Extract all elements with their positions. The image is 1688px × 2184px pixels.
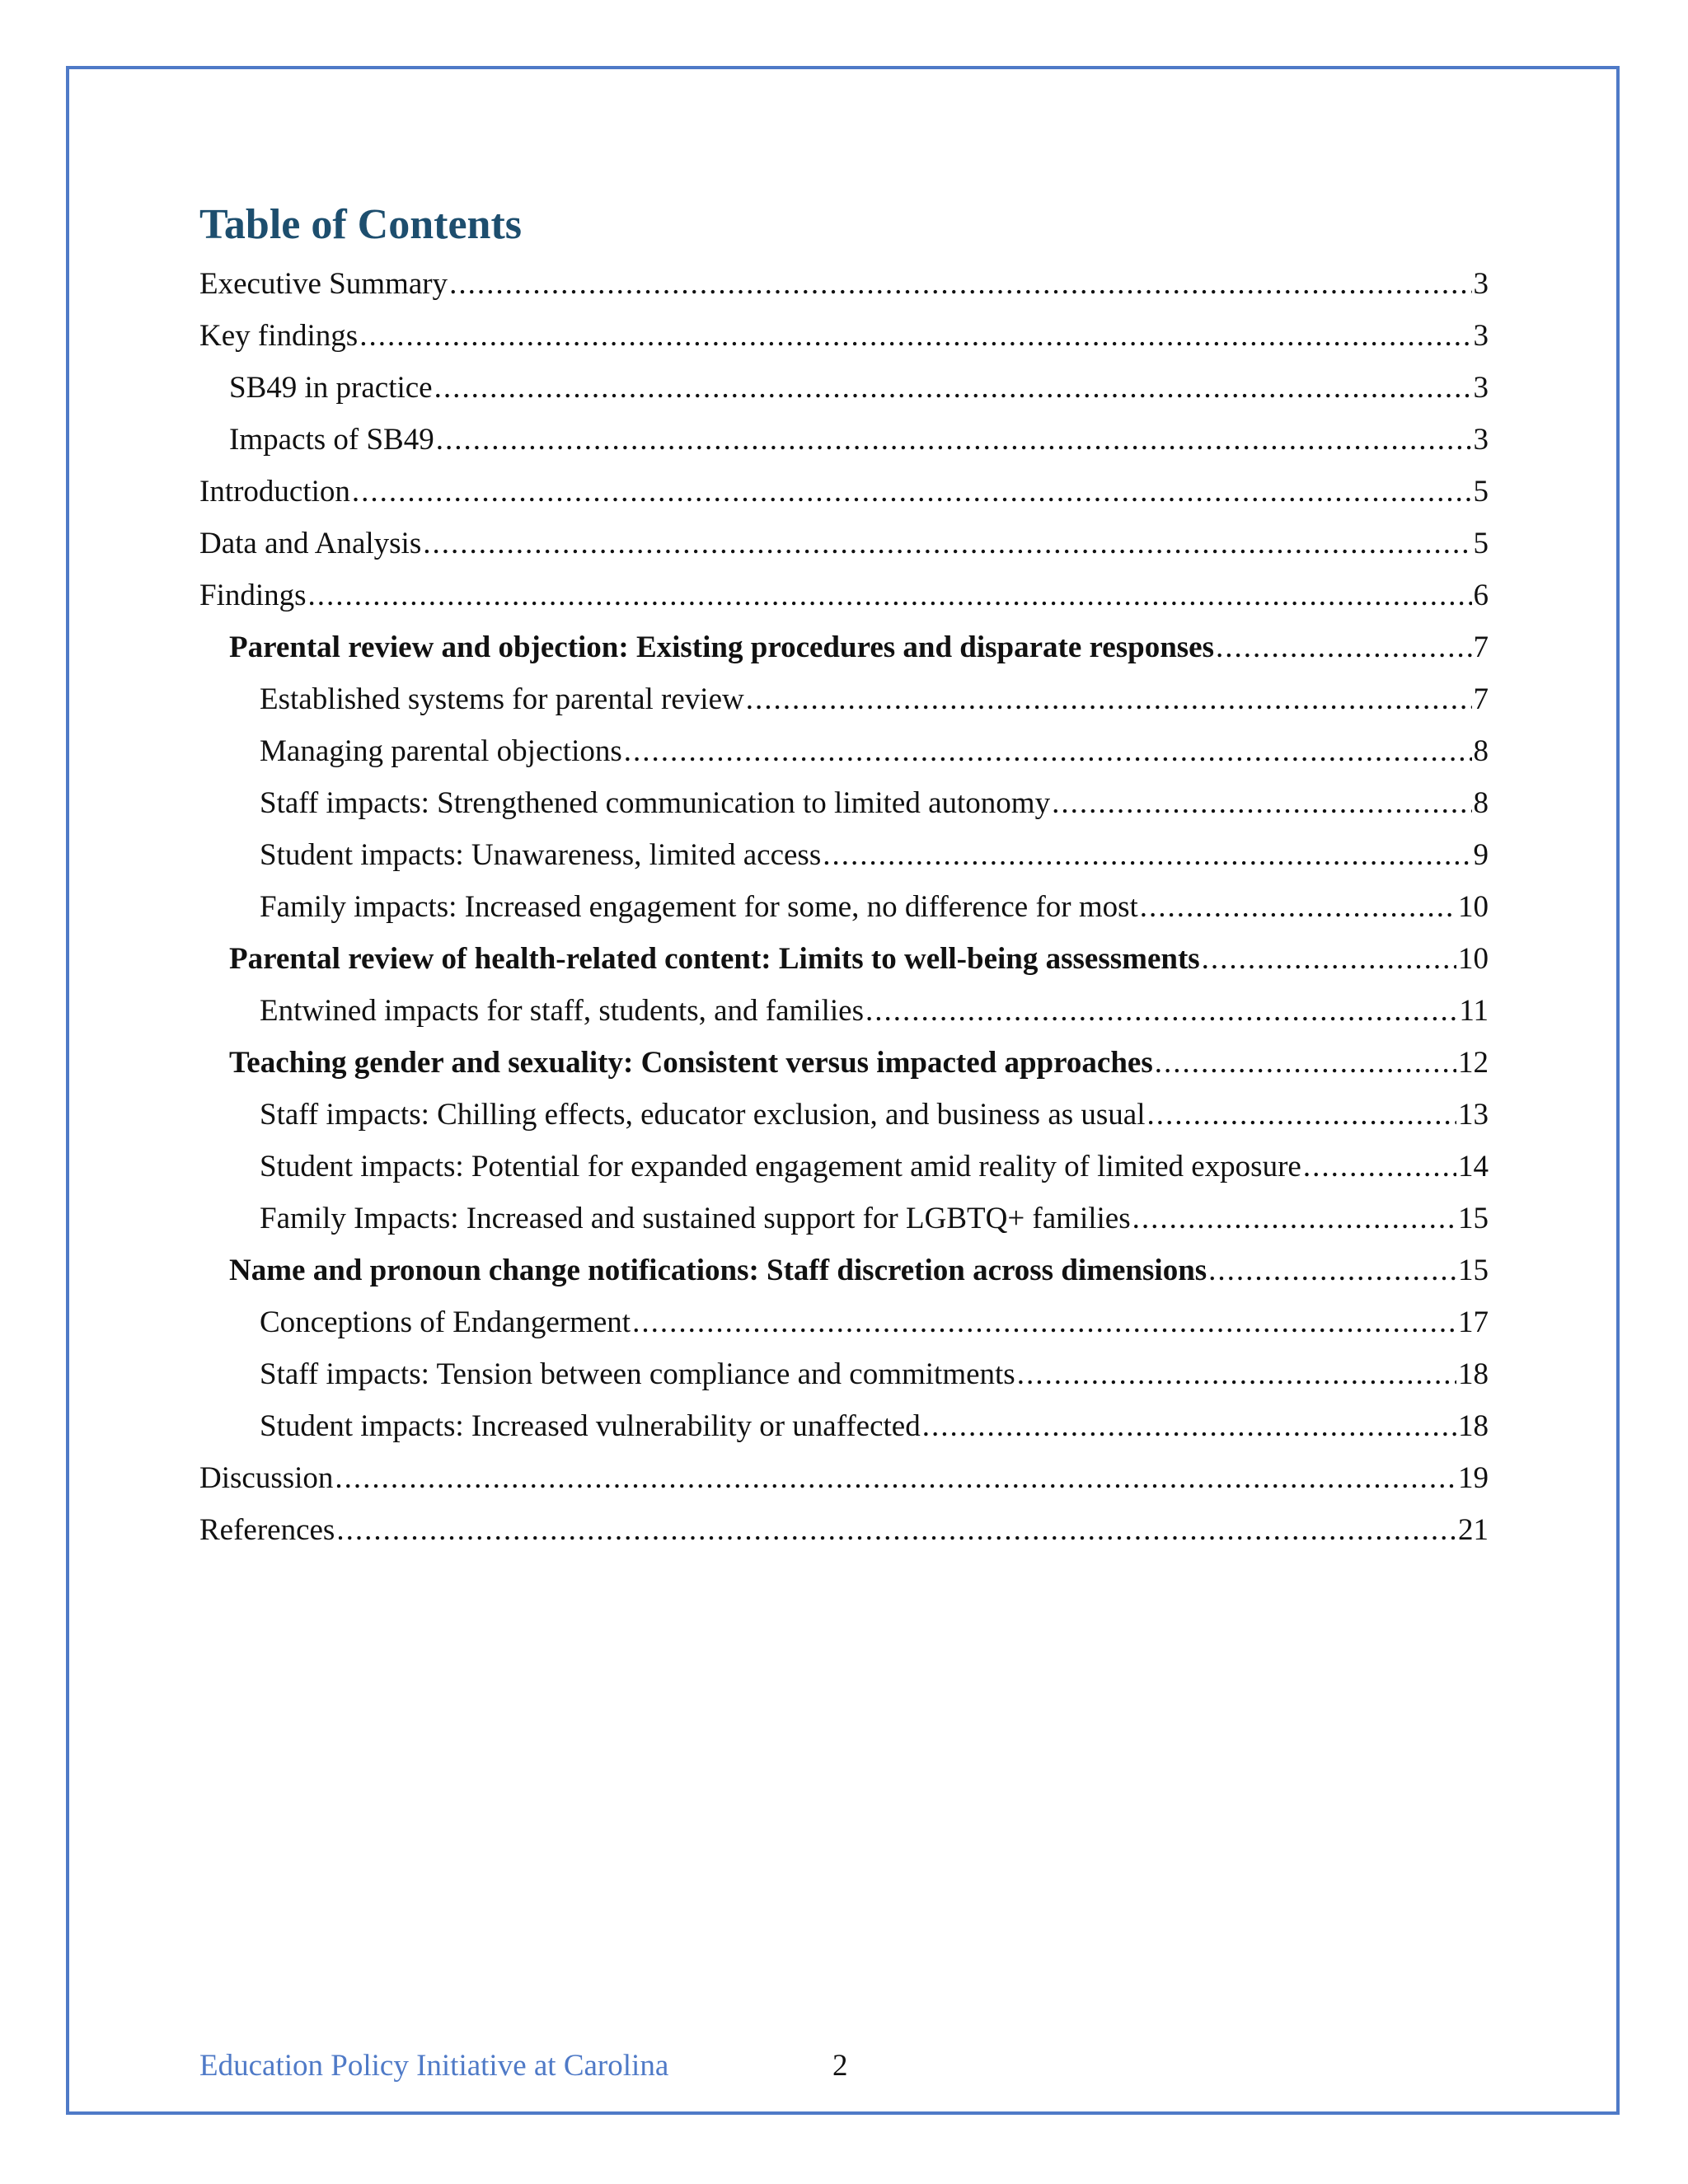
toc-dot-leader [1140,881,1456,933]
toc-entry[interactable] [199,1348,1489,1400]
toc-entry-page-number: 13 [1458,1098,1489,1132]
toc-entry-page-number: 18 [1458,1409,1489,1443]
toc-entry[interactable] [199,1141,1489,1193]
toc-entry-title: Teaching gender and sexuality: Consistent versus impacted approaches [229,1046,1153,1080]
toc-entry-title: Parental review and objection: Existing procedures and disparate responses [229,630,1215,664]
toc-entry-page-number: 12 [1458,1046,1489,1080]
toc-dot-leader [1155,1037,1456,1089]
toc-entry[interactable] [199,569,1489,621]
toc-entry-page-number: 8 [1473,734,1489,768]
toc-entry[interactable] [199,985,1489,1037]
toc-entry[interactable] [199,1296,1489,1348]
toc-entry[interactable] [199,1089,1489,1141]
toc-entry-title: Parental review of health-related content: Limits to well-being assessments [229,942,1200,976]
toc-entry-title: Conceptions of Endangerment [260,1305,631,1339]
toc-entry-page-number: 17 [1458,1305,1489,1339]
toc-entry-page-number: 7 [1473,682,1489,716]
toc-entry-page-number: 15 [1458,1254,1489,1287]
toc-entry-title: Family Impacts: Increased and sustained support for LGBTQ+ families [260,1202,1131,1235]
toc-entry-title: Staff impacts: Strengthened communication to limited autonomy [260,786,1051,820]
toc-entry-title: Impacts of SB49 [229,423,434,457]
toc-dot-leader [308,569,1472,621]
toc-entry-page-number: 6 [1473,579,1489,612]
toc-dot-leader [359,310,1471,362]
toc-dot-leader [1147,1089,1457,1141]
toc-entry[interactable] [199,310,1489,362]
toc-entry-page-number: 15 [1458,1202,1489,1235]
toc-entry-title: Entwined impacts for staff, students, and families [260,994,864,1028]
toc-entry-title: Student impacts: Increased vulnerability or unaffected [260,1409,921,1443]
toc-entry-page-number: 3 [1473,371,1489,405]
toc-dot-leader [1303,1141,1456,1193]
toc-entry-title: Staff impacts: Chilling effects, educator exclusion, and business as usual [260,1098,1146,1132]
toc-dot-leader [865,985,1457,1037]
toc-entry-page-number: 9 [1473,838,1489,872]
toc-entry-title: References [199,1513,335,1547]
toc-entry[interactable] [199,725,1489,777]
toc-entry-title: Findings [199,579,307,612]
toc-entry-page-number: 8 [1473,786,1489,820]
toc-entry[interactable] [199,466,1489,518]
toc-dot-leader [352,466,1472,518]
toc-entry[interactable] [199,518,1489,569]
toc-entry-title: Family impacts: Increased engagement for some, no difference for most [260,890,1138,924]
toc-entry-title: Executive Summary [199,267,448,301]
toc-entry[interactable] [199,1504,1489,1556]
toc-dot-leader [1017,1348,1456,1400]
toc-entry-page-number: 3 [1473,267,1489,301]
toc-entry-page-number: 11 [1459,994,1489,1028]
toc-entry[interactable] [199,1193,1489,1244]
toc-entry-page-number: 5 [1473,527,1489,560]
toc-entry[interactable] [199,1400,1489,1452]
toc-entry-title: Student impacts: Unawareness, limited access [260,838,822,872]
toc-list [199,258,1489,1556]
toc-entry[interactable] [199,777,1489,829]
toc-entry-page-number: 10 [1458,890,1489,924]
toc-entry-title: Discussion [199,1461,334,1495]
toc-dot-leader [823,829,1471,881]
toc-dot-leader [335,1452,1456,1504]
toc-entry[interactable] [199,621,1489,673]
toc-entry-page-number: 18 [1458,1357,1489,1391]
toc-entry-page-number: 19 [1458,1461,1489,1495]
toc-dot-leader [746,673,1472,725]
toc-entry[interactable] [199,1452,1489,1504]
toc-dot-leader [449,258,1471,310]
toc-entry[interactable] [199,881,1489,933]
toc-dot-leader [632,1296,1456,1348]
toc-dot-leader [1208,1244,1456,1296]
toc-entry-page-number: 21 [1458,1513,1489,1547]
toc-entry-title: Key findings [199,319,359,353]
toc-entry-page-number: 3 [1473,319,1489,353]
toc-entry[interactable] [199,1037,1489,1089]
toc-entry-title: Name and pronoun change notifications: Staff discretion across dimensions [229,1254,1207,1287]
toc-entry[interactable] [199,1244,1489,1296]
toc-dot-leader [336,1504,1456,1556]
toc-title: Table of Contents [199,201,523,248]
toc-dot-leader [1052,777,1471,829]
toc-entry-title: Introduction [199,475,350,509]
toc-dot-leader [434,362,1472,414]
toc-entry-page-number: 7 [1473,630,1489,664]
toc-entry-title: Staff impacts: Tension between compliance and commitments [260,1357,1015,1391]
toc-dot-leader [1216,621,1471,673]
toc-dot-leader [922,1400,1456,1452]
toc-entry[interactable] [199,829,1489,881]
toc-entry-page-number: 10 [1458,942,1489,976]
toc-dot-leader [1202,933,1456,985]
toc-entry-title: Student impacts: Potential for expanded engagement amid reality of limited exposure [260,1150,1301,1183]
toc-entry-page-number: 5 [1473,475,1489,509]
toc-entry[interactable] [199,673,1489,725]
toc-entry-page-number: 3 [1473,423,1489,457]
toc-entry-title: Data and Analysis [199,527,422,560]
toc-entry-title: Established systems for parental review [260,682,744,716]
toc-dot-leader [1132,1193,1456,1244]
toc-entry[interactable] [199,362,1489,414]
footer-organization: Education Policy Initiative at Carolina [199,2049,669,2083]
toc-entry-page-number: 14 [1458,1150,1489,1183]
toc-entry-title: Managing parental objections [260,734,622,768]
toc-entry[interactable] [199,933,1489,985]
toc-entry[interactable] [199,258,1489,310]
toc-entry-title: SB49 in practice [229,371,433,405]
toc-dot-leader [436,414,1472,466]
toc-dot-leader [423,518,1471,569]
toc-dot-leader [624,725,1472,777]
toc-entry[interactable] [199,414,1489,466]
footer-page-number: 2 [832,2049,848,2083]
